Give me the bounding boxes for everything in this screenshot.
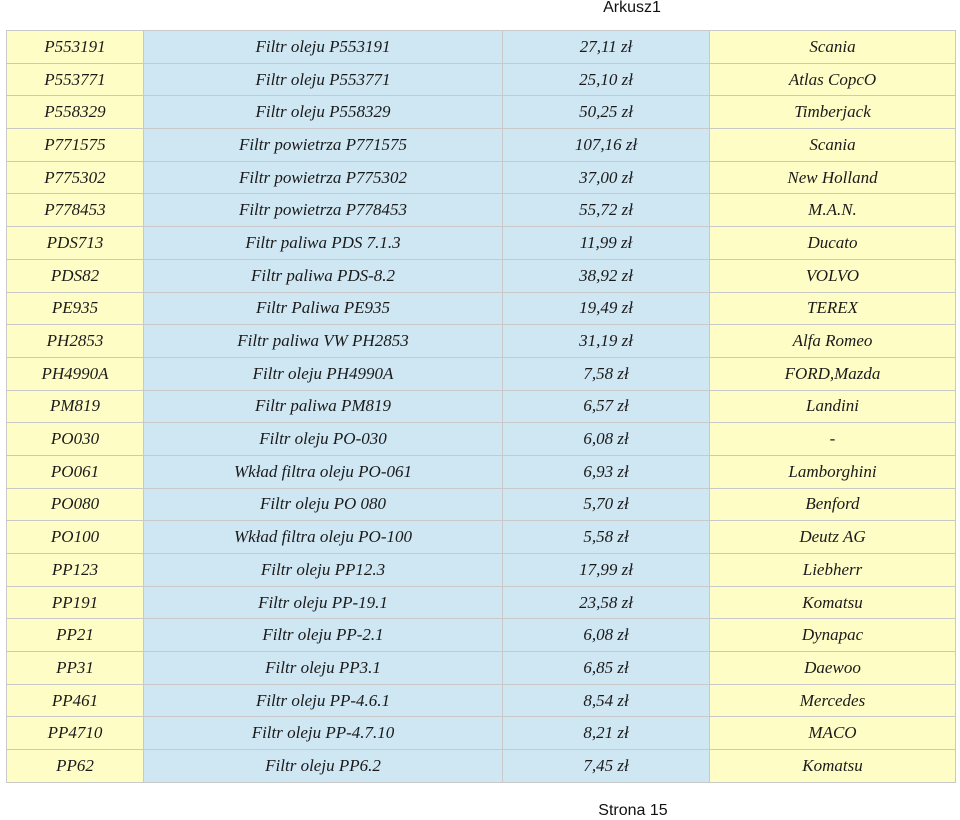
part-price-cell: 6,08 zł — [503, 423, 710, 456]
table-row — [7, 652, 956, 685]
part-code-cell: PO030 — [7, 423, 144, 456]
part-description-cell: Filtr oleju PP12.3 — [144, 554, 503, 587]
part-brand-cell: Scania — [710, 31, 956, 64]
part-price-cell: 5,58 zł — [503, 521, 710, 554]
table-row — [7, 129, 956, 162]
part-brand-cell: Lamborghini — [710, 455, 956, 488]
part-description-cell: Filtr oleju PP-4.6.1 — [144, 684, 503, 717]
part-code-cell: PH2853 — [7, 325, 144, 358]
part-price-cell: 37,00 zł — [503, 161, 710, 194]
table-row — [7, 63, 956, 96]
table-row — [7, 521, 956, 554]
part-brand-cell: Alfa Romeo — [710, 325, 956, 358]
part-code-cell: PH4990A — [7, 357, 144, 390]
part-description-cell: Wkład filtra oleju PO-061 — [144, 455, 503, 488]
part-brand-cell: - — [710, 423, 956, 456]
part-code-cell: PP191 — [7, 586, 144, 619]
part-description-cell: Filtr powietrza P771575 — [144, 129, 503, 162]
part-code-cell: PP461 — [7, 684, 144, 717]
part-description-cell: Filtr paliwa VW PH2853 — [144, 325, 503, 358]
part-code-cell: P771575 — [7, 129, 144, 162]
part-brand-cell: FORD,Mazda — [710, 357, 956, 390]
part-code-cell: P775302 — [7, 161, 144, 194]
part-description-cell: Filtr powietrza P778453 — [144, 194, 503, 227]
part-brand-cell: Ducato — [710, 227, 956, 260]
part-brand-cell: Dynapac — [710, 619, 956, 652]
part-price-cell: 8,21 zł — [503, 717, 710, 750]
part-brand-cell: Scania — [710, 129, 956, 162]
part-price-cell: 6,57 zł — [503, 390, 710, 423]
part-price-cell: 5,70 zł — [503, 488, 710, 521]
part-description-cell: Filtr Paliwa PE935 — [144, 292, 503, 325]
table-row — [7, 194, 956, 227]
table-row — [7, 325, 956, 358]
part-description-cell: Filtr paliwa PM819 — [144, 390, 503, 423]
table-row — [7, 292, 956, 325]
part-price-cell: 7,58 zł — [503, 357, 710, 390]
table-row — [7, 586, 956, 619]
part-description-cell: Wkład filtra oleju PO-100 — [144, 521, 503, 554]
part-description-cell: Filtr oleju PH4990A — [144, 357, 503, 390]
part-description-cell: Filtr oleju PP6.2 — [144, 750, 503, 783]
part-price-cell: 19,49 zł — [503, 292, 710, 325]
part-price-cell: 7,45 zł — [503, 750, 710, 783]
part-code-cell: PDS82 — [7, 259, 144, 292]
table-row — [7, 423, 956, 456]
part-price-cell: 6,08 zł — [503, 619, 710, 652]
part-brand-cell: New Holland — [710, 161, 956, 194]
part-code-cell: PE935 — [7, 292, 144, 325]
part-brand-cell: TEREX — [710, 292, 956, 325]
part-price-cell: 107,16 zł — [503, 129, 710, 162]
part-code-cell: PDS713 — [7, 227, 144, 260]
table-row — [7, 259, 956, 292]
part-brand-cell: Timberjack — [710, 96, 956, 129]
table-row — [7, 750, 956, 783]
part-price-cell: 8,54 zł — [503, 684, 710, 717]
table-row — [7, 684, 956, 717]
part-description-cell: Filtr oleju PP-4.7.10 — [144, 717, 503, 750]
table-row — [7, 619, 956, 652]
table-row — [7, 455, 956, 488]
part-code-cell: PM819 — [7, 390, 144, 423]
table-row — [7, 31, 956, 64]
table-row — [7, 357, 956, 390]
table-row — [7, 161, 956, 194]
part-code-cell: P553771 — [7, 63, 144, 96]
part-brand-cell: M.A.N. — [710, 194, 956, 227]
part-price-cell: 27,11 zł — [503, 31, 710, 64]
part-description-cell: Filtr oleju PP-2.1 — [144, 619, 503, 652]
part-price-cell: 55,72 zł — [503, 194, 710, 227]
table-row — [7, 96, 956, 129]
part-brand-cell: Deutz AG — [710, 521, 956, 554]
part-price-cell: 6,85 zł — [503, 652, 710, 685]
part-description-cell: Filtr oleju PP-19.1 — [144, 586, 503, 619]
part-code-cell: PO061 — [7, 455, 144, 488]
part-brand-cell: Mercedes — [710, 684, 956, 717]
part-description-cell: Filtr oleju P558329 — [144, 96, 503, 129]
part-price-cell: 38,92 zł — [503, 259, 710, 292]
part-code-cell: PP31 — [7, 652, 144, 685]
part-price-cell: 23,58 zł — [503, 586, 710, 619]
part-code-cell: PP21 — [7, 619, 144, 652]
parts-table-container — [6, 30, 955, 783]
part-brand-cell: Komatsu — [710, 750, 956, 783]
part-price-cell: 25,10 zł — [503, 63, 710, 96]
part-code-cell: PO100 — [7, 521, 144, 554]
table-row — [7, 488, 956, 521]
part-description-cell: Filtr oleju P553771 — [144, 63, 503, 96]
sheet-title: Arkusz1 — [603, 0, 661, 16]
part-code-cell: PP4710 — [7, 717, 144, 750]
part-brand-cell: Landini — [710, 390, 956, 423]
table-row — [7, 227, 956, 260]
part-code-cell: P558329 — [7, 96, 144, 129]
table-row — [7, 390, 956, 423]
table-row — [7, 554, 956, 587]
part-code-cell: PP62 — [7, 750, 144, 783]
part-description-cell: Filtr paliwa PDS 7.1.3 — [144, 227, 503, 260]
part-code-cell: P553191 — [7, 31, 144, 64]
part-price-cell: 17,99 zł — [503, 554, 710, 587]
part-price-cell: 31,19 zł — [503, 325, 710, 358]
part-brand-cell: VOLVO — [710, 259, 956, 292]
part-code-cell: PP123 — [7, 554, 144, 587]
part-description-cell: Filtr oleju PO 080 — [144, 488, 503, 521]
parts-table-body — [7, 31, 956, 783]
part-description-cell: Filtr powietrza P775302 — [144, 161, 503, 194]
part-brand-cell: Liebherr — [710, 554, 956, 587]
part-description-cell: Filtr oleju PP3.1 — [144, 652, 503, 685]
part-description-cell: Filtr oleju P553191 — [144, 31, 503, 64]
part-code-cell: P778453 — [7, 194, 144, 227]
part-price-cell: 6,93 zł — [503, 455, 710, 488]
table-row — [7, 717, 956, 750]
part-code-cell: PO080 — [7, 488, 144, 521]
part-brand-cell: Daewoo — [710, 652, 956, 685]
page-footer: Strona 15 — [598, 802, 668, 819]
part-brand-cell: Komatsu — [710, 586, 956, 619]
parts-table — [6, 30, 956, 783]
part-price-cell: 11,99 zł — [503, 227, 710, 260]
part-brand-cell: Atlas CopcO — [710, 63, 956, 96]
part-brand-cell: MACO — [710, 717, 956, 750]
part-price-cell: 50,25 zł — [503, 96, 710, 129]
part-brand-cell: Benford — [710, 488, 956, 521]
part-description-cell: Filtr oleju PO-030 — [144, 423, 503, 456]
part-description-cell: Filtr paliwa PDS-8.2 — [144, 259, 503, 292]
